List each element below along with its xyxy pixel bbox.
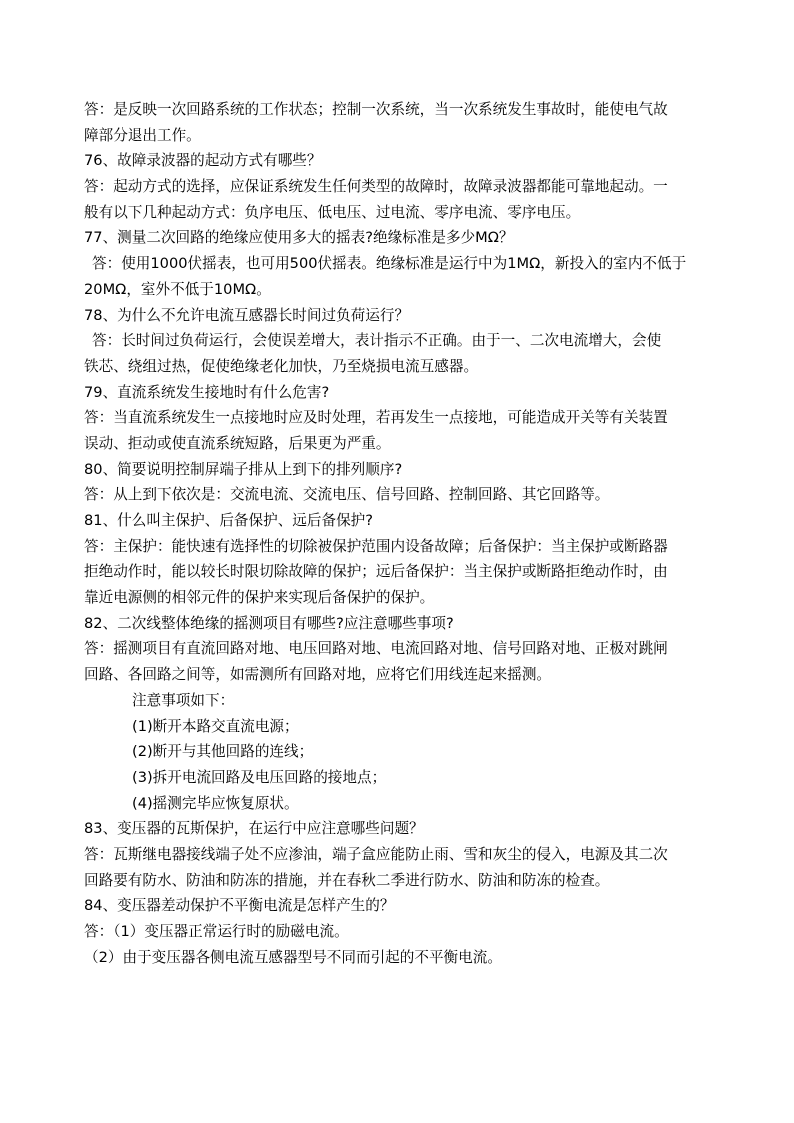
note-line: (3)拆开电流回路及电压回路的接地点； — [132, 768, 387, 786]
question-heading: 82、二次线整体绝缘的摇测项目有哪些?应注意哪些事项? — [84, 614, 454, 632]
answer-line: 答：起动方式的选择，应保证系统发生任何类型的故障时，故障录波器都能可靠地起动。一 — [84, 178, 668, 196]
question-heading: 84、变压器差动保护不平衡电流是怎样产生的？ — [84, 897, 395, 915]
answer-line: 答：当直流系统发生一点接地时应及时处理，若再发生一点接地，可能造成开关等有关装置 — [84, 409, 668, 427]
note-line: (1)断开本路交直流电源； — [132, 717, 299, 735]
answer-line: 20MΩ，室外不低于10MΩ。 — [84, 280, 271, 298]
question-heading: 80、简要说明控制屏端子排从上到下的排列顺序? — [84, 460, 403, 478]
answer-line: 答：使用1000伏摇表，也可用500伏摇表。绝缘标准是运行中为1MΩ，新投入的室内不低于 — [92, 255, 687, 273]
answer-line: 回路要有防水、防油和防冻的措施，并在春秋二季进行防水、防油和防冻的检查。 — [84, 871, 610, 889]
note-line: (4)摇测完毕应恢复原状。 — [132, 794, 299, 812]
answer-line: 答：摇测项目有直流回路对地、电压回路对地、电流回路对地、信号回路对地、正极对跳闸 — [84, 640, 668, 658]
question-heading: 77、测量二次回路的绝缘应使用多大的摇表?绝缘标准是多少MΩ？ — [84, 229, 514, 247]
question-heading: 79、直流系统发生接地时有什么危害? — [84, 383, 330, 401]
answer-line: （2）由于变压器各侧电流互感器型号不同而引起的不平衡电流。 — [84, 948, 502, 966]
note-line: 注意事项如下： — [132, 691, 235, 709]
answer-line: 答：瓦斯继电器接线端子处不应渗油，端子盒应能防止雨、雪和灰尘的侵入，电源及其二次 — [84, 845, 668, 863]
question-heading: 76、故障录波器的起动方式有哪些？ — [84, 152, 322, 170]
answer-line: 误动、拒动或使直流系统短路，后果更为严重。 — [84, 434, 391, 452]
document-page — [84, 97, 724, 970]
answer-line: 回路、各回路之间等，如需测所有回路对地，应将它们用线连起来摇测。 — [84, 666, 552, 684]
answer-line: 靠近电源侧的相邻元件的保护来实现后备保护的保护。 — [84, 589, 435, 607]
question-heading: 78、为什么不允许电流互感器长时间过负荷运行？ — [84, 306, 410, 324]
answer-line: 障部分退出工作。 — [84, 126, 201, 144]
answer-line: 答：长时间过负荷运行，会使误差增大，表计指示不正确。由于一、二次电流增大，会使 — [92, 332, 662, 350]
note-line: (2)断开与其他回路的连线； — [132, 743, 314, 761]
answer-line: 答：是反映一次回路系统的工作状态；控制一次系统，当一次系统发生事故时，能使电气故 — [84, 101, 668, 118]
question-heading: 83、变压器的瓦斯保护，在运行中应注意哪些问题？ — [84, 820, 424, 838]
answer-line: 答：主保护：能快速有选择性的切除被保护范围内设备故障；后备保护：当主保护或断路器 — [84, 537, 668, 555]
answer-line: 般有以下几种起动方式：负序电压、低电压、过电流、零序电流、零序电压。 — [84, 203, 581, 221]
answer-line: 铁芯、绕组过热，促使绝缘老化加快，乃至烧损电流互感器。 — [84, 357, 479, 375]
answer-line: 拒绝动作时，能以较长时限切除故障的保护；远后备保护：当主保护或断路拒绝动作时，由 — [84, 563, 668, 581]
answer-line: 答：从上到下依次是：交流电流、交流电压、信号回路、控制回路、其它回路等。 — [84, 486, 610, 504]
question-heading: 81、什么叫主保护、后备保护、远后备保护? — [84, 512, 374, 529]
answer-line: 答：（1）变压器正常运行时的励磁电流。 — [84, 923, 349, 940]
